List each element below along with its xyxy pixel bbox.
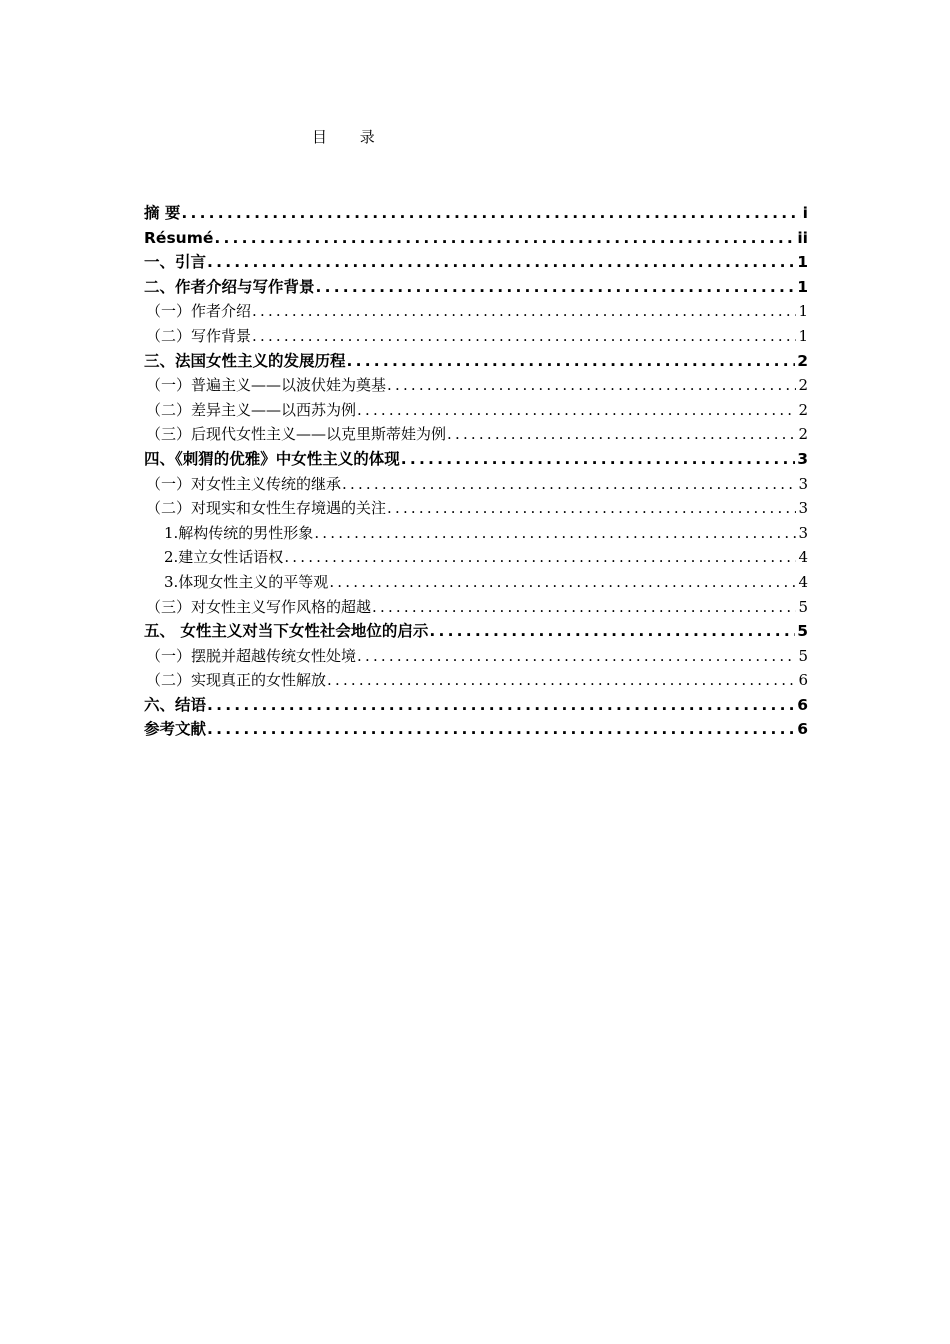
toc-entry-page: 1 — [798, 326, 808, 345]
toc-entry-page: ii — [797, 228, 808, 247]
toc-entry-page: 3 — [798, 474, 808, 493]
toc-entry[interactable] — [144, 496, 808, 521]
toc-entry[interactable] — [144, 373, 808, 398]
toc-leader-dots — [429, 619, 795, 644]
toc-entry-label: （二）差异主义——以西苏为例 — [146, 400, 357, 419]
toc-entry[interactable] — [144, 422, 808, 447]
toc-entry[interactable] — [144, 619, 808, 644]
toc-entry-page: 1 — [797, 253, 808, 272]
toc-entry-label: 摘 要 — [144, 204, 181, 222]
toc-entry[interactable] — [144, 275, 808, 300]
toc-entry-page: 3 — [798, 523, 808, 542]
toc-entry[interactable] — [144, 545, 808, 570]
toc-leader-dots — [357, 398, 796, 423]
toc-entry-label: 三、法国女性主义的发展历程 — [144, 351, 346, 370]
toc-entry-label: 六、结语 — [144, 695, 207, 714]
toc-entry-label: （三）对女性主义写作风格的超越 — [146, 597, 372, 616]
toc-entry-label: （一）作者介绍 — [146, 302, 252, 321]
toc-entry[interactable] — [144, 250, 808, 275]
toc-entry[interactable] — [144, 668, 808, 693]
toc-entry-page: 4 — [798, 548, 808, 567]
toc-leader-dots — [401, 447, 795, 472]
toc-entry-label: Résumé — [144, 228, 214, 247]
toc-leader-dots — [207, 250, 795, 275]
toc-entry-label: 二、作者介绍与写作背景 — [144, 277, 315, 296]
toc-entry-page: 3 — [798, 499, 808, 518]
toc-entry[interactable] — [144, 349, 808, 374]
toc-leader-dots — [329, 570, 796, 595]
toc-entry-label: 五、 女性主义对当下女性社会地位的启示 — [144, 622, 429, 641]
toc-entry-page: 2 — [798, 400, 808, 419]
toc-entry-page: 2 — [797, 351, 808, 370]
table-of-contents — [144, 201, 808, 742]
toc-entry[interactable] — [144, 226, 808, 251]
toc-leader-dots — [314, 521, 796, 546]
toc-entry-label: （三）后现代女性主义——以克里斯蒂娃为例 — [146, 425, 447, 444]
toc-entry-label: 3.体现女性主义的平等观 — [164, 572, 329, 591]
page-title: 目 录 — [312, 128, 389, 146]
toc-leader-dots — [447, 422, 796, 447]
toc-entry[interactable] — [144, 472, 808, 497]
toc-entry-page: 2 — [798, 425, 808, 444]
toc-entry-label: （二）对现实和女性生存境遇的关注 — [146, 499, 387, 518]
toc-leader-dots — [284, 545, 796, 570]
toc-entry-label: （一）普遍主义——以波伏娃为奠基 — [146, 376, 387, 395]
toc-leader-dots — [387, 373, 796, 398]
toc-entry-page: 5 — [798, 597, 808, 616]
toc-leader-dots — [316, 275, 796, 300]
toc-entry[interactable] — [144, 717, 808, 742]
toc-entry[interactable] — [144, 201, 808, 226]
toc-entry-page: 6 — [797, 695, 808, 714]
toc-entry-label: （二）实现真正的女性解放 — [146, 671, 327, 690]
toc-entry[interactable] — [144, 398, 808, 423]
toc-entry-page: 1 — [798, 302, 808, 321]
toc-leader-dots — [342, 472, 796, 497]
toc-entry-label: 一、引言 — [144, 253, 207, 272]
toc-entry-page: 2 — [798, 376, 808, 395]
toc-entry[interactable] — [144, 644, 808, 669]
toc-leader-dots — [372, 595, 796, 620]
toc-entry-page: 6 — [798, 671, 808, 690]
toc-entry[interactable] — [144, 595, 808, 620]
toc-entry-label: （一）对女性主义传统的继承 — [146, 474, 342, 493]
toc-leader-dots — [347, 349, 796, 374]
toc-entry-label: 四、《刺猬的优雅》中女性主义的体现 — [144, 449, 400, 468]
toc-entry-label: 2.建立女性话语权 — [164, 548, 284, 567]
toc-entry-label: （二）写作背景 — [146, 326, 252, 345]
toc-entry[interactable] — [144, 299, 808, 324]
toc-leader-dots — [207, 693, 795, 718]
toc-entry-page: 1 — [797, 277, 808, 296]
toc-entry-page: 5 — [797, 622, 808, 641]
toc-leader-dots — [181, 201, 800, 226]
toc-leader-dots — [357, 644, 796, 669]
toc-entry-page: 3 — [797, 449, 808, 468]
toc-entry-page: 5 — [798, 646, 808, 665]
toc-entry[interactable] — [144, 447, 808, 472]
toc-leader-dots — [207, 717, 795, 742]
toc-entry-page: i — [802, 204, 808, 222]
toc-entry[interactable] — [144, 570, 808, 595]
toc-entry[interactable] — [144, 521, 808, 546]
toc-entry-page: 6 — [797, 720, 808, 739]
toc-entry[interactable] — [144, 324, 808, 349]
toc-entry[interactable] — [144, 693, 808, 718]
toc-leader-dots — [327, 668, 796, 693]
toc-leader-dots — [387, 496, 796, 521]
toc-entry-label: （一）摆脱并超越传统女性处境 — [146, 646, 357, 665]
toc-leader-dots — [252, 324, 796, 349]
toc-entry-label: 参考文献 — [144, 720, 207, 739]
toc-entry-label: 1.解构传统的男性形象 — [164, 523, 314, 542]
toc-leader-dots — [252, 299, 796, 324]
toc-leader-dots — [214, 226, 795, 251]
toc-entry-page: 4 — [798, 572, 808, 591]
